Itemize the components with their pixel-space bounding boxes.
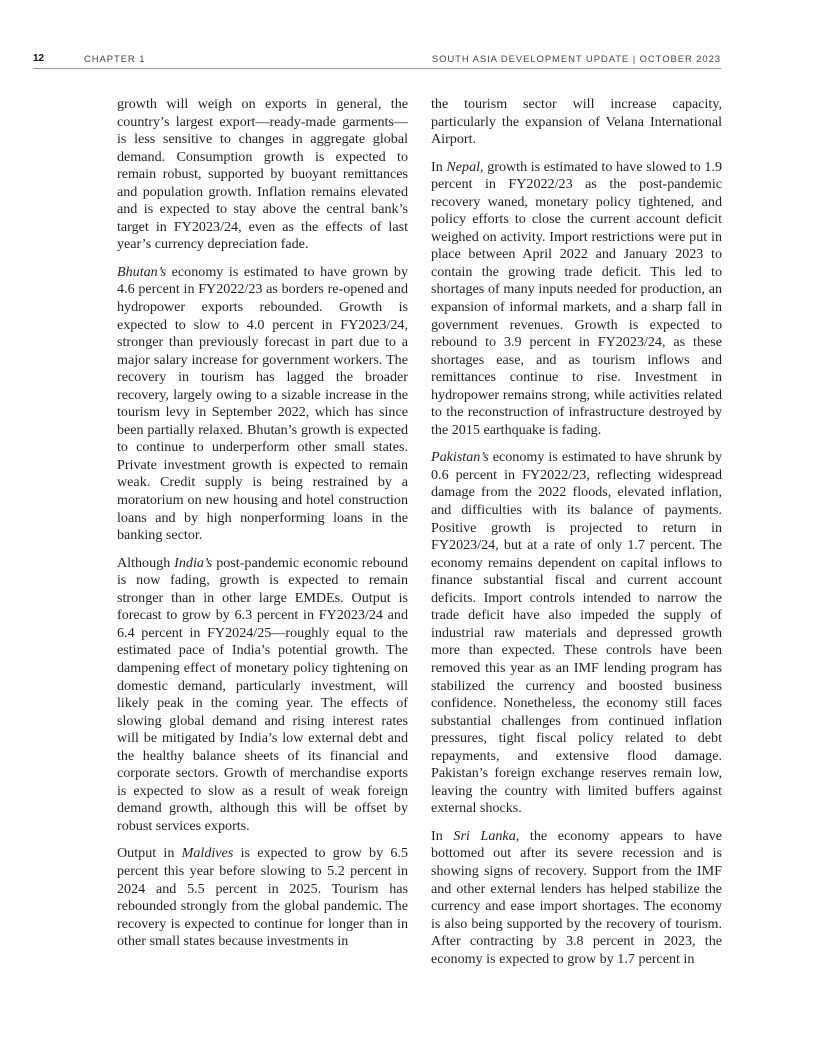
text: In xyxy=(431,158,447,175)
text: , growth is estimated to have slowed to 1.9 percent in FY2022/23 as the post-pandemic recovery waned, monetary policy tightened, and policy efforts to close the current account deficit weighed on activity. Import restrictions were put in place between April 2022 and January 2023 to contain the growing trade deficit. This led to shortages of many inputs needed for production, an expansion of informal markets, and a sharp fall in government revenues. Growth is expected to rebound to 3.9 percent in FY2023/24, as these shortages ease, and as tourism inflows and remittances continue to rise. Investment in hydropower remains strong, while activities related to the reconstruction of infrastructure destroyed by the 2015 earthquake is fading. xyxy=(431,158,723,438)
paragraph-bangladesh-continued xyxy=(117,96,408,254)
country-name: Maldives xyxy=(181,845,234,862)
chapter-label: CHAPTER 1 xyxy=(84,54,146,65)
text: the economy appears to have bottomed out after its severe recession and is showing signs of recovery. Support from the IMF and other external lenders has helped stabilize the currency and ease import shortages. The economy is also being supported by the recovery of tourism. After contracting by 3.8 percent in 2023, the economy is expected to grow by 1.7 percent in xyxy=(431,827,723,967)
text: the tourism sector will increase capacity, particularly the expansion of Velana International Airport. xyxy=(431,96,722,148)
country-name: Bhutan’s xyxy=(117,263,167,280)
right-column xyxy=(431,96,722,978)
paragraph-bhutan xyxy=(117,264,408,545)
left-column xyxy=(117,96,408,961)
text: Output in xyxy=(117,845,182,862)
running-header xyxy=(33,52,721,69)
country-name: Nepal xyxy=(446,158,481,175)
paragraph-india xyxy=(117,555,408,836)
paragraph-maldives-continued xyxy=(431,96,722,149)
country-name: Sri Lanka, xyxy=(453,827,520,844)
paragraph-maldives xyxy=(117,845,408,950)
text: In xyxy=(431,827,454,844)
text: economy is estimated to have shrunk by 0.6 percent in FY2022/23, reflecting widespread damage from the 2022 floods, elevated inflation, and difficulties with its balance of payments. Positive growth is projected to return in FY2023/24, but at a rate of only 1.7 percent. The economy remains dependent on capital inflows to finance substantial fiscal and current account deficits. Import controls intended to narrow the trade deficit have also impeded the supply of industrial raw materials and depressed growth more than expected. These controls have been removed this year as an IMF lending program has stabilized the currency and boosted business confidence. Nonetheless, the economy still faces substantial challenges from continued inflation pressures, tight fiscal policy related to debt repayments, and extensive flood damage. Pakistan’s foreign exchange reserves remain low, leaving the country with limited buffers against external shocks. xyxy=(431,449,722,817)
country-name: Pakistan’s xyxy=(431,449,489,466)
paragraph-nepal xyxy=(431,159,722,440)
text: Although xyxy=(117,554,175,571)
country-name: India’s xyxy=(174,554,213,571)
text: post-pandemic economic rebound is now fading, growth is expected to remain stronger than in other large EMDEs. Output is forecast to grow by 6.3 percent in FY2023/24 and 6.4 percent in FY2024/25—roughly equal to the estimated pace of India’s potential growth. The dampening effect of monetary policy tightening on domestic demand, particularly investment, will likely peak in the coming year. The effects of slowing global demand and rising interest rates will be mitigated by India’s low external debt and the healthy balance sheets of its financial and corporate sectors. Growth of merchandise exports is expected to slow as a result of weak foreign demand growth, although this will be offset by robust services exports. xyxy=(117,554,408,834)
paragraph-sri-lanka xyxy=(431,828,722,968)
text: is expected to grow by 6.5 percent this year before slowing to 5.2 percent in 2024 and 5.5 percent in 2025. Tourism has rebounded strongly from the global pandemic. The recovery is expected to continue for longer than in other small states because investments in xyxy=(117,845,408,950)
publication-title: SOUTH ASIA DEVELOPMENT UPDATE | OCTOBER 2023 xyxy=(431,54,721,65)
text: growth will weigh on exports in general, the country’s largest export—ready-made garments—is less sensitive to changes in aggregate global demand. Consumption growth is expected to remain robust, supported by buoyant remittances and population growth. Inflation remains elevated and is expected to stay above the central bank’s target in FY2023/24, even as the effects of last year’s currency depreciation fade. xyxy=(117,96,408,253)
paragraph-pakistan xyxy=(431,449,722,817)
text: economy is estimated to have grown by 4.6 percent in FY2022/23 as borders re-opened and hydropower exports rebounded. Growth is expected to slow to 4.0 percent in FY2023/24, stronger than previously forecast in part due to a major salary increase for government workers. The recovery in tourism has lagged the broader recovery, largely owing to a sizable increase in the tourism levy in September 2022, which has since been partially relaxed. Bhutan’s growth is expected to continue to underperform other small states. Private investment growth is expected to remain weak. Credit supply is being restrained by a moratorium on new housing and hotel construction loans and by high nonperforming loans in the banking sector. xyxy=(117,263,408,544)
page-number: 12 xyxy=(33,53,45,64)
